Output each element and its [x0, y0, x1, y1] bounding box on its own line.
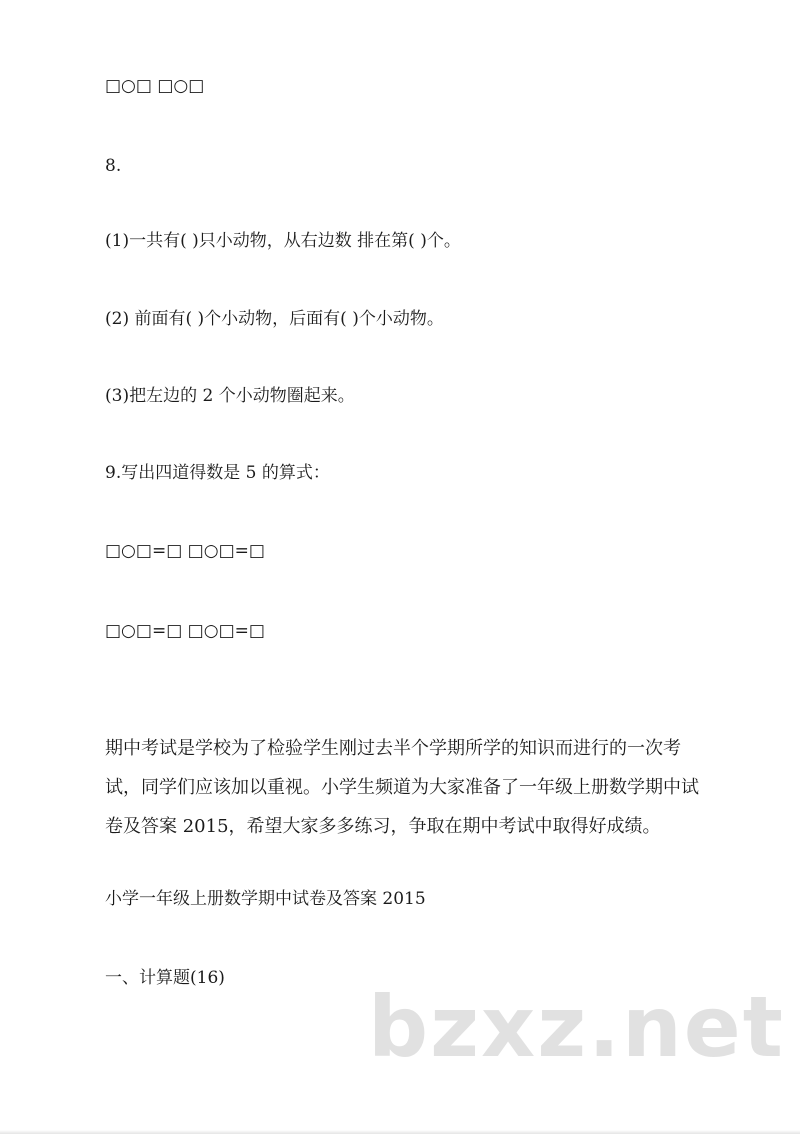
boxes-line: □○□ □○□	[105, 76, 205, 96]
question-8-part-2: (2) 前面有( )个小动物，后面有( )个小动物。	[105, 309, 444, 329]
equation-row-1: □○□=□ □○□=□	[105, 541, 265, 561]
question-9: 9.写出四道得数是 5 的算式：	[105, 463, 330, 483]
watermark-logo: bzxz.net	[368, 978, 785, 1076]
intro-paragraph-line-1: 期中考试是学校为了检验学生刚过去半个学期所学的知识而进行的一次考	[105, 738, 681, 759]
question-8-number: 8.	[105, 156, 122, 176]
page-edge	[0, 1130, 800, 1134]
intro-paragraph-line-2: 试，同学们应该加以重视。小学生频道为大家准备了一年级上册数学期中试	[105, 777, 699, 798]
page-title: 小学一年级上册数学期中试卷及答案 2015	[105, 889, 426, 909]
equation-row-2: □○□=□ □○□=□	[105, 621, 265, 641]
section-heading: 一、计算题(16)	[105, 968, 225, 988]
question-8-part-1: (1)一共有( )只小动物，从右边数 排在第( )个。	[105, 231, 461, 251]
intro-paragraph-line-3: 卷及答案 2015，希望大家多多练习，争取在期中考试中取得好成绩。	[105, 816, 661, 837]
question-8-part-3: (3)把左边的 2 个小动物圈起来。	[105, 386, 355, 406]
